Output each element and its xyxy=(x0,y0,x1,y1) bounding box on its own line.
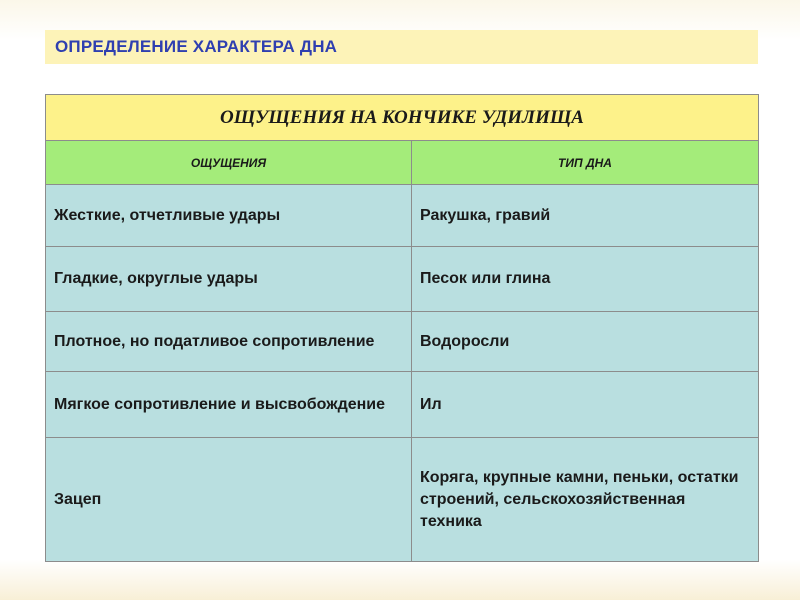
table-row xyxy=(46,185,759,247)
table-row xyxy=(46,438,759,562)
slide-title-bar xyxy=(45,30,758,64)
sensation-cell: Мягкое сопротивление и высвобождение xyxy=(46,372,412,438)
sensation-cell: Зацеп xyxy=(46,438,412,562)
bottom-type-cell: Ил xyxy=(412,372,759,438)
column-header-bottom-type: ТИП ДНА xyxy=(412,141,759,185)
bottom-type-cell: Ракушка, гравий xyxy=(412,185,759,247)
column-header-sensations: ОЩУЩЕНИЯ xyxy=(46,141,412,185)
slide-title: ОПРЕДЕЛЕНИЕ ХАРАКТЕРА ДНА xyxy=(55,37,338,56)
bottom-feel-table xyxy=(45,94,759,562)
sensation-cell: Гладкие, округлые удары xyxy=(46,247,412,312)
table-row xyxy=(46,247,759,312)
table-title-row xyxy=(46,95,759,141)
background-bottom-decoration xyxy=(0,560,800,600)
table-row xyxy=(46,372,759,438)
bottom-type-cell: Коряга, крупные камни, пеньки, остатки строений, сельскохозяйственная техника xyxy=(412,438,759,562)
sensation-cell: Жесткие, отчетливые удары xyxy=(46,185,412,247)
table-title: ОЩУЩЕНИЯ НА КОНЧИКЕ УДИЛИЩА xyxy=(46,95,759,141)
sensation-cell: Плотное, но податливое сопротивление xyxy=(46,312,412,372)
table-row xyxy=(46,312,759,372)
bottom-type-cell: Водоросли xyxy=(412,312,759,372)
bottom-type-cell: Песок или глина xyxy=(412,247,759,312)
table-header-row xyxy=(46,141,759,185)
